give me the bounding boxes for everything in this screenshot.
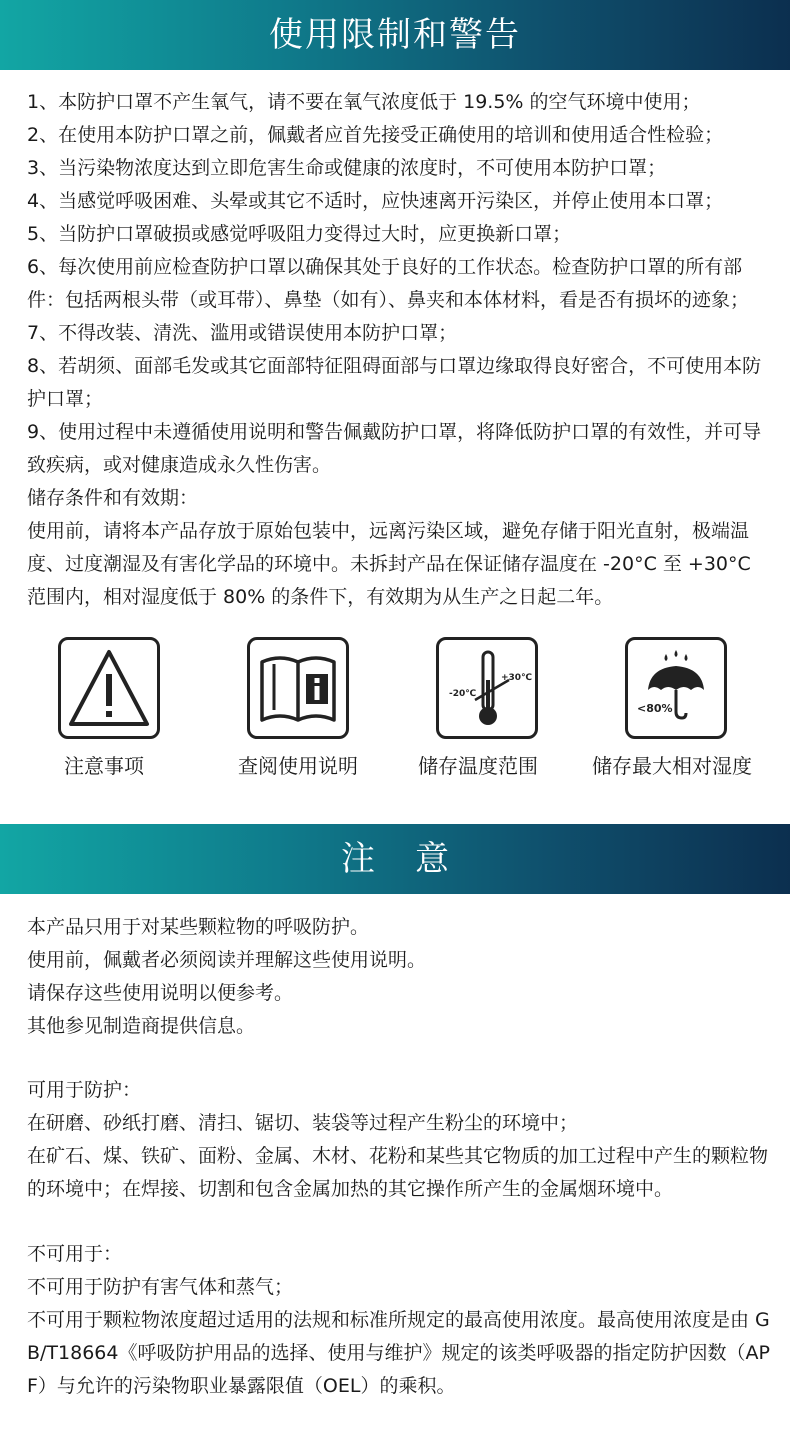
- read-instructions-icon: [247, 637, 349, 739]
- icon-label-humidity: 储存最大相对湿度: [592, 754, 752, 778]
- notice-line-4: 其他参见制造商提供信息。: [27, 1015, 256, 1037]
- notice-line-3: 请保存这些使用说明以便参考。: [27, 982, 294, 1004]
- not-usable-heading: 不可用于：: [27, 1243, 123, 1265]
- not-usable-line-2: 不可用于颗粒物浓度超过适用的法规和标准所规定的最高使用浓度。最高使用浓度是由 GB/T18664《呼吸防护用品的选择、使用与维护》规定的该类呼吸器的指定防护因数（APF）与允许的污染物职业暴露限值（OEL）的乘积。: [27, 1309, 770, 1397]
- notice-line-2: 使用前，佩戴者必须阅读并理解这些使用说明。: [27, 949, 427, 971]
- paragraph-3: 3、当污染物浓度达到立即危害生命或健康的浓度时，不可使用本防护口罩；: [27, 157, 667, 179]
- usable-line-2: 在矿石、煤、铁矿、面粉、金属、木材、花粉和某些其它物质的加工过程中产生的颗粒物的环境中；在焊接、切割和包含金属加热的其它操作所产生的金属烟环境中。: [27, 1145, 769, 1200]
- warning-triangle-icon: [58, 637, 160, 739]
- humidity-label: <80%: [637, 702, 673, 715]
- storage-text: 使用前，请将本产品存放于原始包装中，远离污染区域，避免存储于阳光直射，极端温度、过度潮湿及有害化学品的环境中。未拆封产品在保证储存温度在 -20°C 至 +30°C 范围内，相对湿度低于 80% 的条件下，有效期为从生产之日起二年。: [27, 520, 751, 608]
- paragraph-6: 6、每次使用前应检查防护口罩以确保其处于良好的工作状态。检查防护口罩的所有部件：包括两根头带（或耳带）、鼻垫（如有）、鼻夹和本体材料，看是否有损坏的迹象；: [27, 256, 750, 311]
- thermometer-icon: [436, 637, 538, 739]
- paragraph-8: 8、若胡须、面部毛发或其它面部特征阻碍面部与口罩边缘取得良好密合，不可使用本防护口罩；: [27, 355, 762, 410]
- paragraph-2: 2、在使用本防护口罩之前，佩戴者应首先接受正确使用的培训和使用适合性检验；: [27, 124, 724, 146]
- paragraph-5: 5、当防护口罩破损或感觉呼吸阻力变得过大时，应更换新口罩；: [27, 223, 572, 245]
- section-title-notice: 注意: [0, 824, 790, 894]
- not-usable-line-1: 不可用于防护有害气体和蒸气；: [27, 1276, 294, 1298]
- usable-line-1: 在研磨、砂纸打磨、清扫、锯切、装袋等过程产生粉尘的环境中；: [27, 1112, 579, 1134]
- umbrella-humidity-icon: [625, 637, 727, 739]
- storage-heading: 储存条件和有效期：: [27, 487, 199, 509]
- icon-label-temperature: 储存温度范围: [418, 754, 538, 778]
- temp-high-label: +30℃: [501, 673, 532, 683]
- section-title-restrictions: 使用限制和警告: [0, 0, 790, 70]
- icon-label-caution: 注意事项: [64, 754, 144, 778]
- usable-heading: 可用于防护：: [27, 1079, 142, 1101]
- paragraph-1: 1、本防护口罩不产生氧气，请不要在氧气浓度低于 19.5% 的空气环境中使用；: [27, 91, 701, 113]
- paragraph-4: 4、当感觉呼吸困难、头晕或其它不适时，应快速离开污染区，并停止使用本口罩；: [27, 190, 724, 212]
- paragraph-9: 9、使用过程中未遵循使用说明和警告佩戴防护口罩，将降低防护口罩的有效性，并可导致疾病，或对健康造成永久性伤害。: [27, 421, 762, 476]
- paragraph-7: 7、不得改装、清洗、滥用或错误使用本防护口罩；: [27, 322, 458, 344]
- notice-line-1: 本产品只用于对某些颗粒物的呼吸防护。: [27, 916, 370, 938]
- icon-label-instructions: 查阅使用说明: [238, 754, 358, 778]
- temp-low-label: -20℃: [449, 689, 477, 699]
